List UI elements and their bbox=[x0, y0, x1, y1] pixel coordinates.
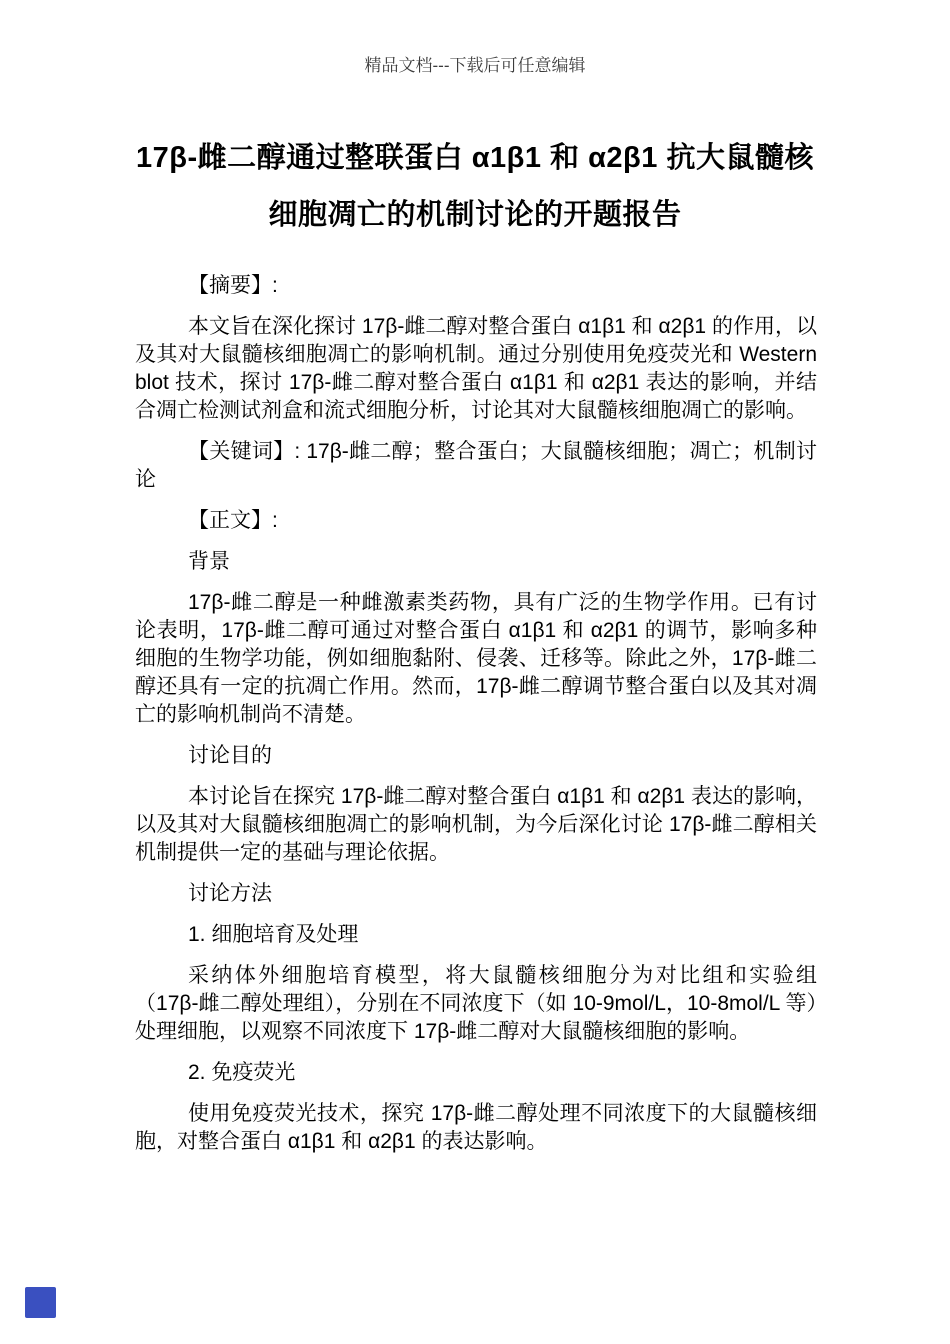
abstract-label: 【摘要】: bbox=[188, 274, 278, 297]
abstract-paragraph: 本文旨在深化探讨 17β-雌二醇对整合蛋白 α1β1 和 α2β1 的作用，以及其对大鼠髓核细胞凋亡的影响机制。通过分别使用免疫荧光和 Western blot 技术，探讨 17β-雌二醇对整合蛋白 α1β1 和 α2β1 表达的影响，并结合凋亡检测试剂盒和流式细胞分析，讨论其对大鼠髓核细胞凋亡的影响。 bbox=[135, 315, 817, 422]
section-paragraph-method-1: 采纳体外细胞培育模型，将大鼠髓核细胞分为对比组和实验组（17β-雌二醇处理组），分别在不同浓度下（如 10-9mol/L，10-8mol/L 等）处理细胞，以观察不同浓度下 17β-雌二醇对大鼠髓核细胞的影响。 bbox=[135, 964, 817, 1043]
section-heading-methods: 讨论方法 bbox=[188, 882, 272, 905]
page-title-line-2: 细胞凋亡的机制讨论的开题报告 bbox=[268, 199, 682, 231]
section-heading-purpose: 讨论目的 bbox=[188, 744, 272, 767]
section-paragraph-background: 17β-雌二醇是一种雌激素类药物，具有广泛的生物学作用。已有讨论表明，17β-雌二醇可通过对整合蛋白 α1β1 和 α2β1 的调节，影响多种细胞的生物学功能，例如细胞黏附、侵袭、迁移等。除此之外，17β-雌二醇还具有一定的抗凋亡作用。然而，17β-雌二醇调节整合蛋白以及其对凋亡的影响机制尚不清楚。 bbox=[135, 591, 817, 726]
body-label: 【正文】: bbox=[188, 509, 278, 532]
page-title bbox=[115, 130, 835, 244]
watermark-header: 精品文档---下载后可任意编辑 bbox=[364, 56, 586, 75]
section-paragraph-purpose: 本讨论旨在探究 17β-雌二醇对整合蛋白 α1β1 和 α2β1 表达的影响，以及其对大鼠髓核细胞凋亡的影响机制，为今后深化讨论 17β-雌二醇相关机制提供一定的基础与理论依据。 bbox=[135, 785, 817, 864]
page-title-line-1: 17β-雌二醇通过整联蛋白 α1β1 和 α2β1 抗大鼠髓核 bbox=[136, 142, 814, 174]
section-heading-method-2: 2. 免疫荧光 bbox=[188, 1061, 296, 1084]
section-heading-background: 背景 bbox=[188, 550, 230, 573]
keywords-line: 【关键词】: 17β-雌二醇；整合蛋白；大鼠髓核细胞；凋亡；机制讨论 bbox=[135, 440, 817, 491]
section-paragraph-method-2: 使用免疫荧光技术，探究 17β-雌二醇处理不同浓度下的大鼠髓核细胞，对整合蛋白 α1β1 和 α2β1 的表达影响。 bbox=[135, 1102, 817, 1153]
section-heading-method-1: 1. 细胞培育及处理 bbox=[188, 923, 359, 946]
document-body bbox=[135, 272, 817, 1156]
corner-marker bbox=[25, 1287, 56, 1318]
